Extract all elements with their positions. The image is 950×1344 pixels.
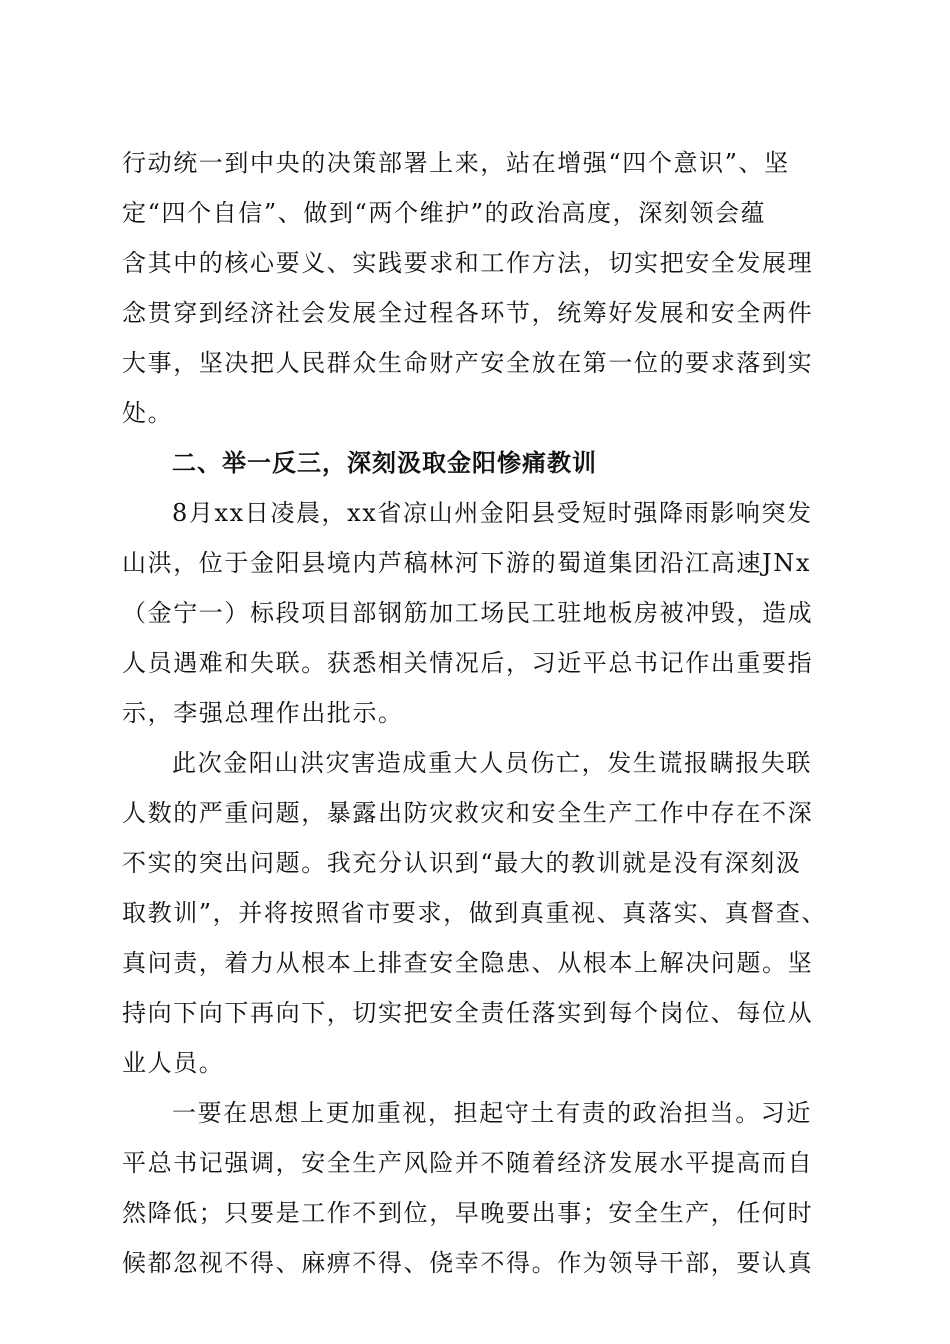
text-line: 然降低；只要是工作不到位，早晚要出事；安全生产，任何时 <box>122 1199 814 1227</box>
paragraph-point-one <box>122 1088 822 1288</box>
text-line: 行动统一到中央的决策部署上来，站在增强“四个意识”、坚 <box>122 149 790 177</box>
text-line: 候都忽视不得、麻痹不得、侥幸不得。作为领导干部，要认真 <box>122 1249 814 1277</box>
paragraph-lessons <box>122 738 828 1088</box>
text-line: 平总书记强调，安全生产风险并不随着经济发展水平提高而自 <box>122 1149 814 1177</box>
text-line: 含其中的核心要义、实践要求和工作方法，切实把安全发展理 <box>122 249 814 277</box>
text-line: （金宁一）标段项目部钢筋加工场民工驻地板房被冲毁，造成 <box>122 599 814 627</box>
text-line: 不实的突出问题。我充分认识到“最大的教训就是没有深刻汲 <box>122 849 802 877</box>
text-line: 定“四个自信”、做到“两个维护”的政治高度，深刻领会蕴 <box>122 199 767 227</box>
paragraph-jinyang-flood <box>122 488 822 738</box>
section-heading: 二、举一反三，深刻汲取金阳惨痛教训 <box>172 449 597 477</box>
text-line: 山洪，位于金阳县境内芦稿林河下游的蜀道集团沿江高速JNx <box>122 549 811 577</box>
text-line: 此次金阳山洪灾害造成重大人员伤亡，发生谎报瞒报失联 <box>172 749 812 777</box>
paragraph-continuation <box>122 138 822 438</box>
document-body <box>122 138 828 1288</box>
text-line: 人员遇难和失联。获悉相关情况后，习近平总书记作出重要指 <box>122 649 814 677</box>
text-line: 真问责，着力从根本上排查安全隐患、从根本上解决问题。坚 <box>122 949 814 977</box>
text-line: 处。 <box>122 399 174 427</box>
text-line: 念贯穿到经济社会发展全过程各环节，统筹好发展和安全两件 <box>122 299 814 327</box>
text-line: 大事，坚决把人民群众生命财产安全放在第一位的要求落到实 <box>122 349 814 377</box>
text-line: 一要在思想上更加重视，担起守土有责的政治担当。习近 <box>172 1099 812 1127</box>
text-line: 8月xx日凌晨，xx省凉山州金阳县受短时强降雨影响突发 <box>172 499 813 527</box>
text-line: 示，李强总理作出批示。 <box>122 699 404 727</box>
text-line: 人数的严重问题，暴露出防灾救灾和安全生产工作中存在不深 <box>122 799 814 827</box>
text-line: 取教训”，并将按照省市要求，做到真重视、真落实、真督查、 <box>122 899 828 927</box>
text-line: 业人员。 <box>122 1049 225 1077</box>
text-line: 持向下向下再向下，切实把安全责任落实到每个岗位、每位从 <box>122 999 814 1027</box>
